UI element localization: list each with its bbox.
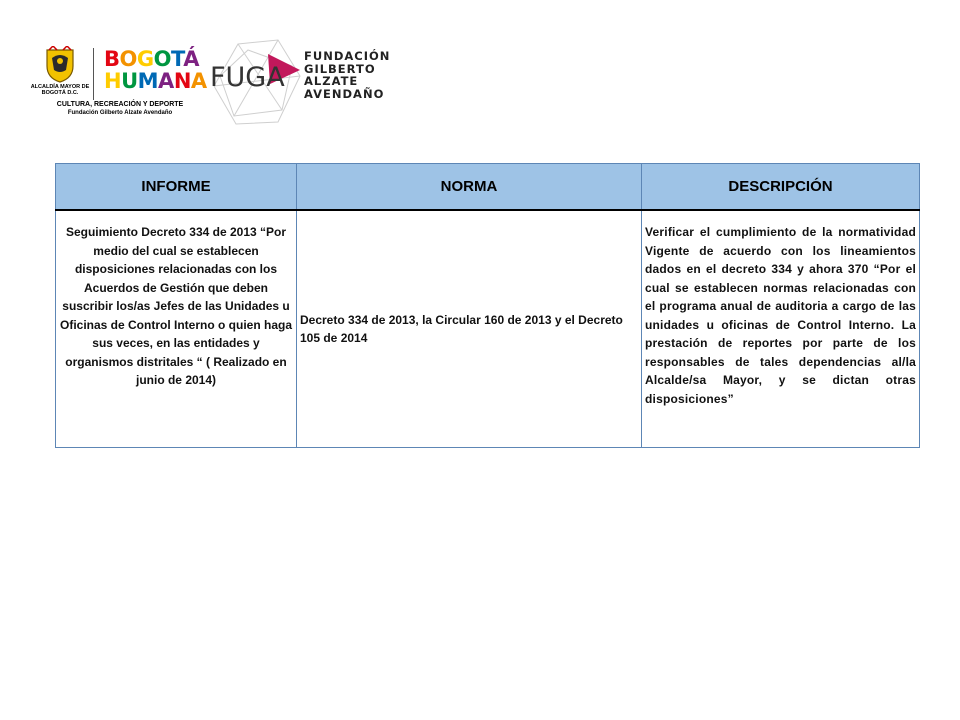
wordmark-letter: A xyxy=(158,69,174,93)
table-row xyxy=(56,210,920,448)
wordmark-letter: N xyxy=(173,69,191,93)
cell-norma: Decreto 334 de 2013, la Circular 160 de 2013 y el Decreto 105 de 2014 xyxy=(297,210,642,448)
wordmark-letter: B xyxy=(104,47,120,71)
fuga-name-line: ALZATE xyxy=(304,74,359,88)
fuga-name-line: AVENDAÑO xyxy=(304,86,385,101)
bogota-wordmark xyxy=(104,48,207,70)
table-header-row xyxy=(56,164,920,211)
wordmark-letter: H xyxy=(104,69,122,93)
sector-subtitle: Fundación Gilberto Alzate Avendaño xyxy=(67,110,173,116)
bogota-coat-of-arms-icon xyxy=(43,46,77,84)
wordmark-letter: Á xyxy=(183,47,199,71)
logo-divider xyxy=(93,48,94,100)
fuga-name xyxy=(304,50,390,100)
humana-wordmark xyxy=(104,70,207,92)
header-logos xyxy=(0,0,960,140)
header-norma: NORMA xyxy=(297,164,642,211)
alcaldia-caption: ALCALDÍA MAYOR DE BOGOTÁ D.C. xyxy=(30,84,90,96)
bogota-humana-logo xyxy=(104,48,207,92)
wordmark-letter: M xyxy=(137,69,159,93)
fuga-mark: FUGA xyxy=(210,62,285,93)
cell-informe: Seguimiento Decreto 334 de 2013 “Por medio del cual se establecen disposiciones relacionadas con los Acuerdos de Gestión que deben suscribir los/as Jefes de las Unidades u Oficinas de Control Interno o quien haga sus veces, en las entidades y organismos distritales “ ( Realizado en junio de 2014) xyxy=(56,210,297,448)
wordmark-letter: O xyxy=(119,47,137,71)
header-informe: INFORME xyxy=(56,164,297,211)
fuga-name-line: FUNDACIÓN xyxy=(304,49,391,63)
wordmark-letter: T xyxy=(170,47,184,71)
sector-title: CULTURA, RECREACIÓN Y DEPORTE xyxy=(56,101,184,108)
alcaldia-logo xyxy=(28,46,92,96)
wordmark-letter: G xyxy=(136,47,154,71)
header-descripcion: DESCRIPCIÓN xyxy=(642,164,920,211)
wordmark-letter: U xyxy=(121,69,138,93)
wordmark-letter: A xyxy=(190,69,207,93)
fuga-logo-graphic xyxy=(208,36,304,128)
fuga-name-line: GILBERTO xyxy=(304,61,376,76)
report-table xyxy=(55,163,920,448)
cell-descripcion: Verificar el cumplimiento de la normatividad Vigente de acuerdo con los lineamientos dados en el decreto 334 y ahora 370 “Por el cual se establecen normas relacionadas con el programa anual de auditoria a cargo de las unidades u oficinas de Control Interno. La prestación de reportes por parte de los responsables de tales dependencias al/la Alcalde/sa Mayor, y se dictan otras disposiciones” xyxy=(642,210,920,448)
wordmark-letter: O xyxy=(153,47,171,71)
sector-caption xyxy=(30,101,210,117)
